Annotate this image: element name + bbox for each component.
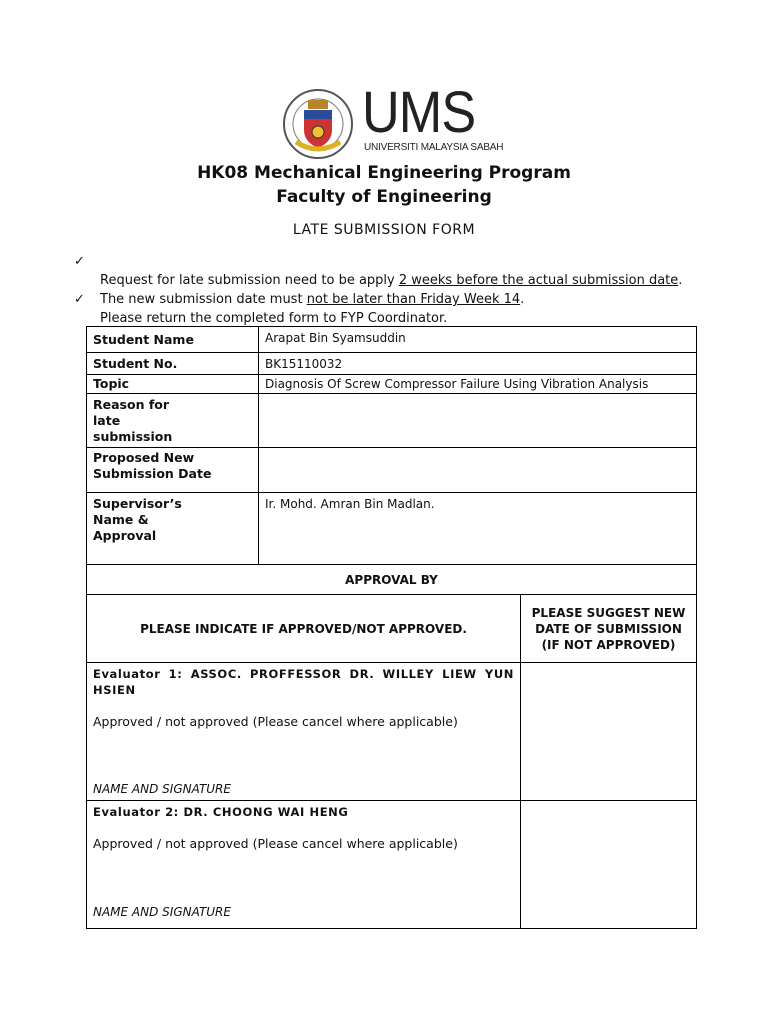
label-supervisor: Supervisor’s Name & Approval [86,492,259,565]
label-student-no: Student No. [86,352,259,375]
program-title: HK08 Mechanical Engineering Program [197,163,571,183]
instruction-2: ✓ Please return the completed form to FYP Coordinator. [74,292,448,326]
evaluator-2-status[interactable]: Approved / not approved (Please cancel where applicable) [93,836,458,851]
form-title: LATE SUBMISSION FORM [292,222,476,238]
field-supervisor[interactable]: Ir. Mohd. Amran Bin Madlan. [258,492,697,565]
check-icon: ✓ [74,254,85,269]
evaluator-2-new-date[interactable] [520,800,697,929]
label-reason: Reason for late submission [86,393,259,448]
check-icon: ✓ [74,292,85,307]
label-proposed-date: Proposed New Submission Date [86,447,259,493]
approval-by-heading: APPROVAL BY [86,564,697,595]
suggest-date-header: PLEASE SUGGEST NEW DATE OF SUBMISSION (IF NOT APPROVED) [520,594,697,663]
logo-wordmark: UMS [362,80,476,145]
ums-seal-logo [282,86,354,162]
field-reason[interactable] [258,393,697,448]
label-student-name: Student Name [86,326,259,353]
logo-subtitle: UNIVERSITI MALAYSIA SABAH [364,142,504,153]
field-student-name[interactable]: Arapat Bin Syamsuddin [258,326,697,353]
evaluator-1-cell [86,662,521,801]
field-topic[interactable]: Diagnosis Of Screw Compressor Failure Using Vibration Analysis [258,374,697,394]
evaluator-1-new-date[interactable] [520,662,697,801]
field-student-no[interactable]: BK15110032 [258,352,697,375]
evaluator-2-signature[interactable]: NAME AND SIGNATURE [93,905,231,919]
evaluator-1-signature[interactable]: NAME AND SIGNATURE [93,782,231,796]
evaluator-2-title: Evaluator 2: DR. CHOONG WAI HENG [93,805,349,819]
faculty-title: Faculty of Engineering [276,187,492,207]
indicate-approval-header: PLEASE INDICATE IF APPROVED/NOT APPROVED. [86,594,521,663]
instruction-1: ✓ Request for late submission need to be apply 2 weeks before the actual submission date. The new submission date must not be later than Friday Week 14. [74,254,683,307]
label-topic: Topic [86,374,259,394]
evaluator-1-status[interactable]: Approved / not approved (Please cancel where applicable) [93,714,458,729]
field-proposed-date[interactable] [258,447,697,493]
evaluator-2-cell [86,800,521,929]
evaluator-1-title: Evaluator 1: ASSOC. PROFFESSOR DR. WILLEY LIEW YUN HSIEN [93,667,514,697]
